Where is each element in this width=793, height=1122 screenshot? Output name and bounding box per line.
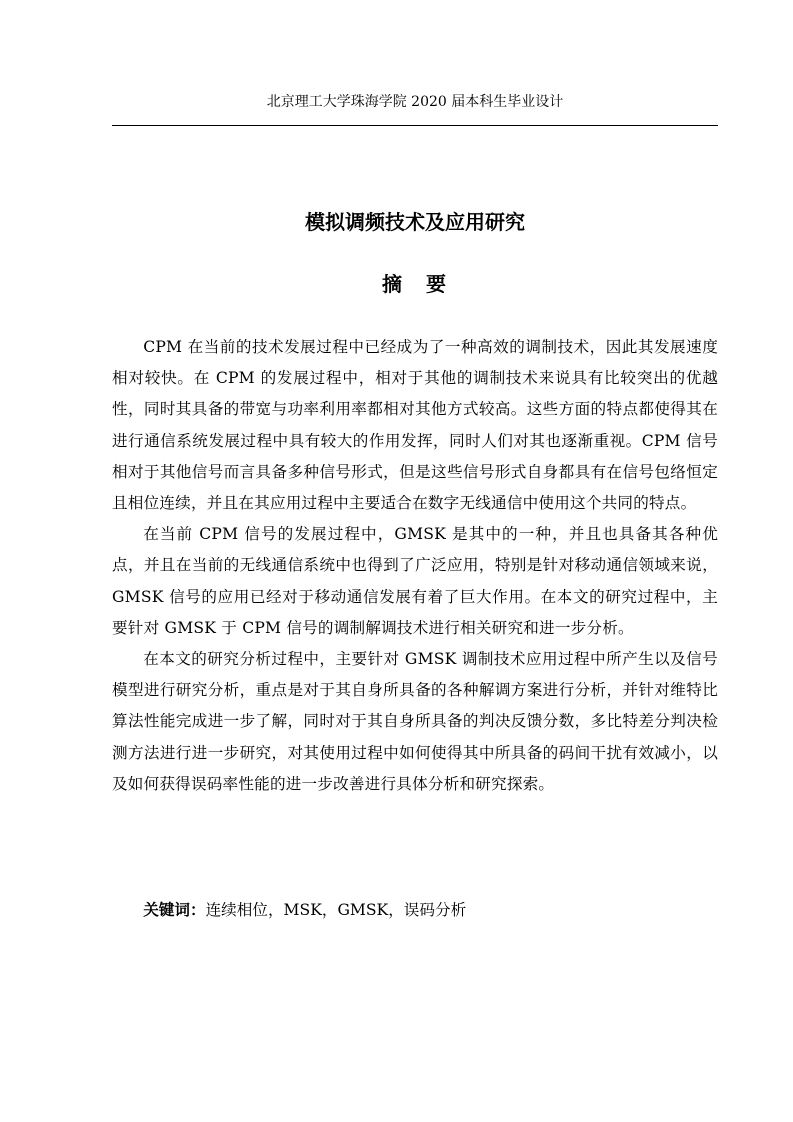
keywords-value: 连续相位，MSK，GMSK，误码分析 (205, 901, 467, 919)
header-rule (112, 125, 718, 126)
abstract-body (112, 332, 718, 800)
abstract-paragraph-1: CPM 在当前的技术发展过程中已经成为了一种高效的调制技术，因此其发展速度相对较快。在 CPM 的发展过程中，相对于其他的调制技术来说具有比较突出的优越性，同时其具备的带宽与功率利用率都相对其他方式较高。这些方面的特点都使得其在进行通信系统发展过程中具有较大的作用发挥，同时人们对其也逐渐重视。CPM 信号相对于其他信号而言具备多种信号形式，但是这些信号形式自身都具有在信号包络恒定且相位连续，并且在其应用过程中主要适合在数字无线通信中使用这个共同的特点。 (112, 338, 718, 513)
running-header: 北京理工大学珠海学院 2020 届本科生毕业设计 (266, 94, 564, 110)
keywords-line (112, 894, 718, 926)
abstract-heading: 摘 要 (382, 272, 448, 296)
abstract-paragraph-2: 在当前 CPM 信号的发展过程中，GMSK 是其中的一种，并且也具备其各种优点，并且在当前的无线通信系统中也得到了广泛应用，特别是针对移动通信领域来说，GMSK 信号的应用已经对于移动通信发展有着了巨大作用。在本文的研究过程中，主要针对 GMSK 于 CPM 信号的调制解调技术进行相关研究和进一步分析。 (112, 525, 718, 637)
abstract-paragraph-3: 在本文的研究分析过程中，主要针对 GMSK 调制技术应用过程中所产生以及信号模型进行研究分析，重点是对于其自身所具备的各种解调方案进行分析，并针对维特比算法性能完成进一步了解，同时对于其自身所具备的判决反馈分数，多比特差分判决检测方法进行进一步研究，对其使用过程中如何使得其中所具备的码间干扰有效减小，以及如何获得误码率性能的进一步改善进行具体分析和研究探索。 (112, 650, 718, 793)
keywords-label: 关键词： (143, 900, 206, 919)
document-title: 模拟调频技术及应用研究 (305, 210, 525, 234)
